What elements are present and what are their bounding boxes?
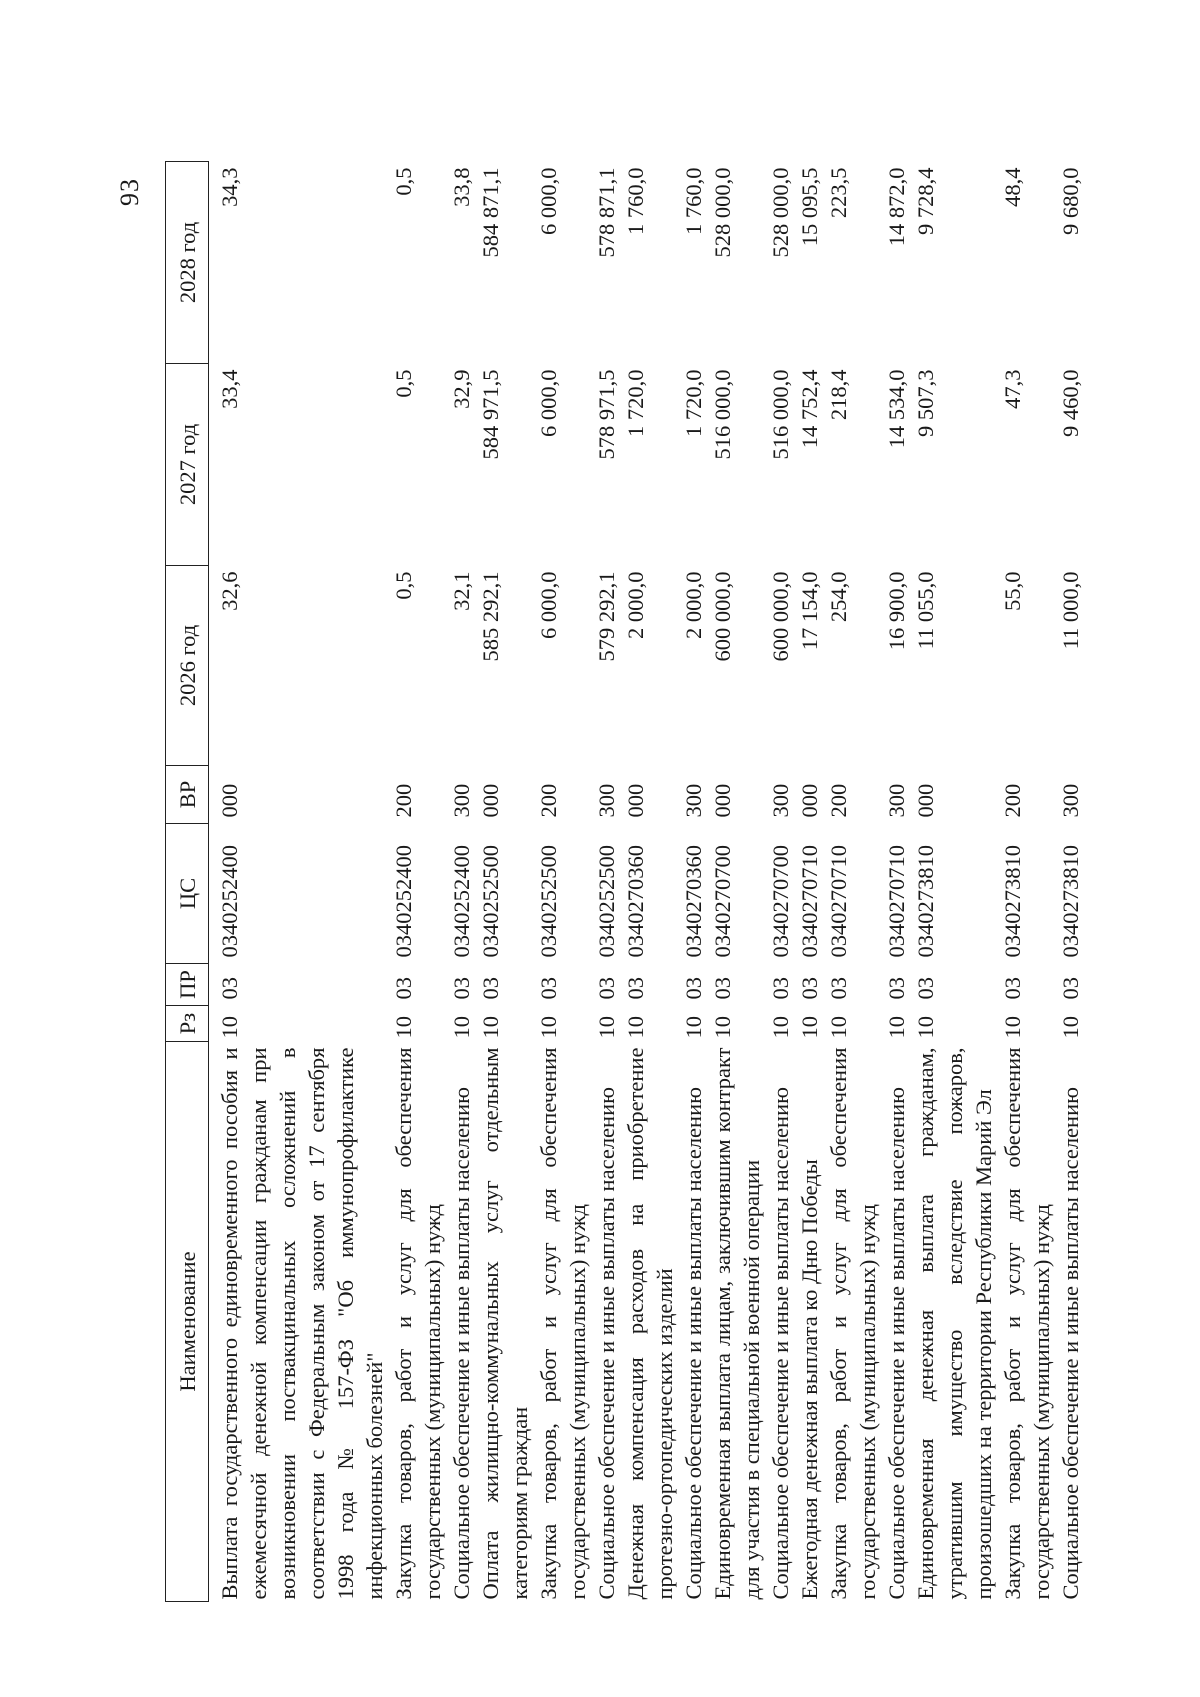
- row-pr: 03: [768, 977, 793, 1000]
- row-rz: 10: [1000, 1016, 1025, 1039]
- row-cs: 0340270710: [884, 845, 909, 958]
- row-value-2026: 32,1: [449, 571, 474, 611]
- table-row: [209, 162, 390, 1602]
- row-rz: 10: [391, 1016, 416, 1039]
- row-pr: 03: [478, 977, 503, 1000]
- header-2028: 2028 год: [166, 162, 209, 364]
- row-value-2027: 9 460,0: [1058, 369, 1083, 437]
- row-vr: 200: [826, 783, 851, 818]
- row-value-2028: 0,5: [391, 167, 416, 196]
- row-name: Закупка товаров, работ и услуг для обеспечения государственных (муниципальных) нужд: [536, 1047, 590, 1600]
- row-value-2027: 0,5: [391, 369, 416, 398]
- row-cs: 0340252500: [478, 845, 503, 958]
- row-value-2026: 6 000,0: [536, 571, 561, 639]
- row-name: Социальное обеспечение и иные выплаты населению: [884, 1087, 909, 1600]
- row-value-2028: 1 760,0: [681, 167, 706, 235]
- row-cs: 0340252500: [536, 845, 561, 958]
- row-value-2027: 218,4: [826, 369, 851, 421]
- row-value-2026: 2 000,0: [623, 571, 648, 639]
- row-value-2027: 1 720,0: [681, 369, 706, 437]
- row-cs: 0340270700: [710, 845, 735, 958]
- row-rz: 10: [826, 1016, 851, 1039]
- row-cs: 0340273810: [913, 845, 938, 958]
- row-value-2027: 516 000,0: [710, 369, 735, 460]
- row-pr: 03: [1000, 977, 1025, 1000]
- table-row: [708, 162, 766, 1602]
- row-value-2028: 528 000,0: [768, 167, 793, 258]
- row-vr: 000: [797, 783, 822, 818]
- row-cs: 0340270700: [768, 845, 793, 958]
- row-value-2026: 17 154,0: [797, 571, 822, 651]
- row-pr: 03: [623, 977, 648, 1000]
- table-row: [882, 162, 911, 1602]
- row-cs: 0340273810: [1058, 845, 1083, 958]
- row-value-2028: 48,4: [1000, 167, 1025, 207]
- row-value-2028: 9 728,4: [913, 167, 938, 235]
- row-pr: 03: [826, 977, 851, 1000]
- row-value-2026: 585 292,1: [478, 571, 503, 662]
- row-name: Социальное обеспечение и иные выплаты населению: [594, 1087, 619, 1600]
- row-cs: 0340252400: [391, 845, 416, 958]
- row-vr: 300: [884, 783, 909, 818]
- rotated-sheet: [115, 162, 1083, 1602]
- table-row: [592, 162, 621, 1602]
- row-pr: 03: [710, 977, 735, 1000]
- row-name: Ежегодная денежная выплата ко Дню Победы: [797, 1159, 822, 1600]
- row-value-2028: 1 760,0: [623, 167, 648, 235]
- row-vr: 000: [478, 783, 503, 818]
- row-rz: 10: [449, 1016, 474, 1039]
- row-name: Социальное обеспечение и иные выплаты населению: [1058, 1087, 1083, 1600]
- row-value-2026: 579 292,1: [594, 571, 619, 662]
- row-cs: 0340252400: [217, 845, 242, 958]
- row-cs: 0340270710: [826, 845, 851, 958]
- row-rz: 10: [768, 1016, 793, 1039]
- row-value-2027: 33,4: [217, 369, 242, 409]
- row-value-2026: 600 000,0: [768, 571, 793, 662]
- row-value-2026: 11 000,0: [1058, 571, 1083, 650]
- row-value-2028: 15 095,5: [797, 167, 822, 247]
- row-value-2027: 9 507,3: [913, 369, 938, 437]
- row-vr: 300: [768, 783, 793, 818]
- table-row: [447, 162, 476, 1602]
- row-cs: 0340252500: [594, 845, 619, 958]
- row-name: Выплата государственного единовременного пособия и ежемесячной денежной компенсации гражданам при возникновении поствакцинальных осложнений в соответствии с Федеральным законом от 17 сентября 1998 года № 157-ФЗ "Об иммунопрофилактике инфекционных болезней": [217, 1047, 387, 1600]
- row-pr: 03: [217, 977, 242, 1000]
- row-vr: 300: [449, 783, 474, 818]
- table-row: [911, 162, 998, 1602]
- row-value-2028: 14 872,0: [884, 167, 909, 247]
- row-rz: 10: [536, 1016, 561, 1039]
- row-value-2026: 0,5: [391, 571, 416, 600]
- table-row: [766, 162, 795, 1602]
- row-name: Закупка товаров, работ и услуг для обеспечения государственных (муниципальных) нужд: [826, 1047, 880, 1600]
- row-value-2027: 14 534,0: [884, 369, 909, 449]
- row-rz: 10: [913, 1016, 938, 1039]
- row-pr: 03: [913, 977, 938, 1000]
- row-value-2027: 47,3: [1000, 369, 1025, 409]
- table-row: [1056, 162, 1085, 1602]
- row-value-2027: 32,9: [449, 369, 474, 409]
- row-rz: 10: [217, 1016, 242, 1039]
- row-pr: 03: [391, 977, 416, 1000]
- row-value-2026: 11 055,0: [913, 571, 938, 650]
- row-value-2028: 223,5: [826, 167, 851, 219]
- table-header-row: [166, 162, 209, 1602]
- row-rz: 10: [884, 1016, 909, 1039]
- table-row: [389, 162, 447, 1602]
- row-value-2026: 254,0: [826, 571, 851, 623]
- row-cs: 0340270360: [623, 845, 648, 958]
- row-name: Единовременная выплата лицам, заключившим контракт для участия в специальной военной операции: [710, 1047, 764, 1600]
- row-pr: 03: [681, 977, 706, 1000]
- row-name: Социальное обеспечение и иные выплаты населению: [449, 1087, 474, 1600]
- header-pr: ПР: [166, 964, 209, 1006]
- header-vr: ВР: [166, 766, 209, 824]
- row-pr: 03: [449, 977, 474, 1000]
- row-value-2028: 34,3: [217, 167, 242, 207]
- row-vr: 200: [391, 783, 416, 818]
- row-value-2027: 6 000,0: [536, 369, 561, 437]
- row-vr: 000: [710, 783, 735, 818]
- row-rz: 10: [797, 1016, 822, 1039]
- row-rz: 10: [478, 1016, 503, 1039]
- row-vr: 300: [681, 783, 706, 818]
- row-value-2028: 6 000,0: [536, 167, 561, 235]
- row-value-2028: 584 871,1: [478, 167, 503, 258]
- row-rz: 10: [1058, 1016, 1083, 1039]
- row-vr: 200: [536, 783, 561, 818]
- row-vr: 000: [623, 783, 648, 818]
- row-name: Оплата жилищно-коммунальных услуг отдельным категориям граждан: [478, 1047, 532, 1600]
- row-value-2026: 2 000,0: [681, 571, 706, 639]
- table-row: [795, 162, 824, 1602]
- row-name: Закупка товаров, работ и услуг для обеспечения государственных (муниципальных) нужд: [1000, 1047, 1054, 1600]
- row-value-2027: 1 720,0: [623, 369, 648, 437]
- row-name: Социальное обеспечение и иные выплаты населению: [768, 1087, 793, 1600]
- row-value-2028: 528 000,0: [710, 167, 735, 258]
- row-vr: 000: [913, 783, 938, 818]
- row-vr: 300: [1058, 783, 1083, 818]
- table-row: [476, 162, 534, 1602]
- header-name: Наименование: [166, 1042, 209, 1602]
- header-2026: 2026 год: [166, 566, 209, 766]
- row-pr: 03: [536, 977, 561, 1000]
- row-name: Закупка товаров, работ и услуг для обеспечения государственных (муниципальных) нужд: [391, 1047, 445, 1600]
- row-value-2026: 32,6: [217, 571, 242, 611]
- row-cs: 0340252400: [449, 845, 474, 958]
- row-pr: 03: [797, 977, 822, 1000]
- table-row: [534, 162, 592, 1602]
- header-cs: ЦС: [166, 824, 209, 964]
- row-value-2028: 33,8: [449, 167, 474, 207]
- row-cs: 0340270360: [681, 845, 706, 958]
- table-row: [621, 162, 679, 1602]
- row-cs: 0340270710: [797, 845, 822, 958]
- row-pr: 03: [1058, 977, 1083, 1000]
- row-value-2027: 584 971,5: [478, 369, 503, 460]
- table-body: [209, 162, 1086, 1602]
- table-row: [679, 162, 708, 1602]
- row-value-2026: 600 000,0: [710, 571, 735, 662]
- table-row: [824, 162, 882, 1602]
- row-value-2027: 14 752,4: [797, 369, 822, 449]
- row-vr: 300: [594, 783, 619, 818]
- page-number: 93: [115, 178, 144, 206]
- table-row: [998, 162, 1056, 1602]
- row-value-2027: 578 971,5: [594, 369, 619, 460]
- row-rz: 10: [623, 1016, 648, 1039]
- row-name: Единовременная денежная выплата гражданам, утратившим имущество вследствие пожаров, произошедших на территории Республики Марий Эл: [913, 1047, 996, 1600]
- row-pr: 03: [594, 977, 619, 1000]
- row-value-2028: 578 871,1: [594, 167, 619, 258]
- row-value-2028: 9 680,0: [1058, 167, 1083, 235]
- header-rz: Рз: [166, 1006, 209, 1042]
- row-cs: 0340273810: [1000, 845, 1025, 958]
- row-vr: 000: [217, 783, 242, 818]
- row-pr: 03: [884, 977, 909, 1000]
- row-name: Денежная компенсация расходов на приобретение протезно-ортопедических изделий: [623, 1047, 677, 1600]
- row-value-2027: 516 000,0: [768, 369, 793, 460]
- row-rz: 10: [594, 1016, 619, 1039]
- row-name: Социальное обеспечение и иные выплаты населению: [681, 1087, 706, 1600]
- row-rz: 10: [681, 1016, 706, 1039]
- row-value-2026: 55,0: [1000, 571, 1025, 611]
- row-vr: 200: [1000, 783, 1025, 818]
- row-value-2026: 16 900,0: [884, 571, 909, 651]
- header-2027: 2027 год: [166, 364, 209, 566]
- row-rz: 10: [710, 1016, 735, 1039]
- budget-table: [165, 161, 1085, 1602]
